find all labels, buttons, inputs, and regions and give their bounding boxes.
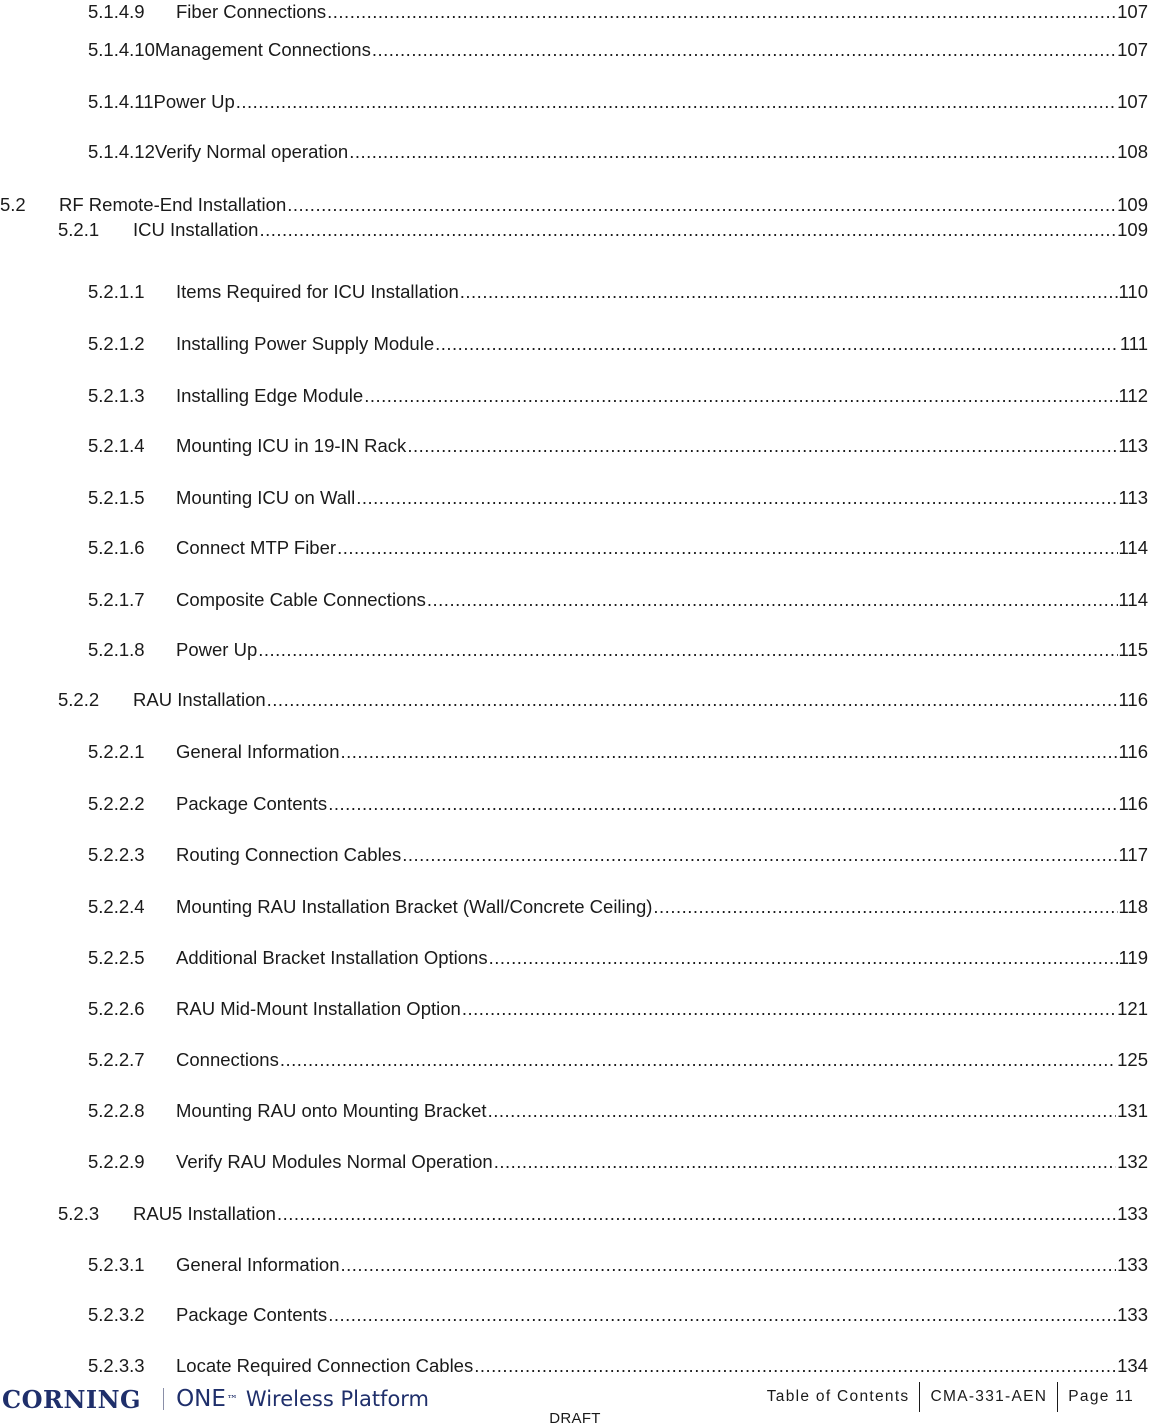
toc-entry-page: 132 <box>1117 1151 1148 1172</box>
toc-entry-number: 5.2.2 <box>58 689 100 710</box>
toc-entry-number: 5.2.3.1 <box>88 1254 145 1275</box>
toc-dot-leader <box>327 0 1116 24</box>
toc-dot-leader <box>328 792 1117 816</box>
toc-entry-number: 5.2.3.3 <box>88 1355 145 1376</box>
toc-entry-title: RAU5 Installation <box>133 1203 276 1224</box>
logo-tagline: Wireless Platform <box>245 1387 430 1411</box>
toc-entry-title: Routing Connection Cables <box>176 844 402 865</box>
toc-dot-leader <box>267 688 1118 712</box>
toc-entry[interactable] <box>88 1150 1148 1174</box>
toc-entry-number: 5.2.2.3 <box>88 844 145 865</box>
toc-entry-page: 131 <box>1117 1100 1148 1121</box>
toc-dot-leader <box>341 1253 1117 1277</box>
toc-entry[interactable] <box>88 486 1148 510</box>
toc-entry-title: Mounting RAU onto Mounting Bracket <box>176 1100 487 1121</box>
toc-entry[interactable] <box>88 384 1148 408</box>
toc-entry-number: 5.2.3 <box>58 1203 100 1224</box>
toc-entry-title: Package Contents <box>176 793 328 814</box>
toc-entry-title: Mounting ICU on Wall <box>176 487 356 508</box>
toc-entry-title: Fiber Connections <box>176 1 327 22</box>
toc-entry[interactable] <box>88 740 1148 764</box>
toc-entry-page: 112 <box>1118 385 1148 406</box>
toc-entry[interactable] <box>88 1303 1148 1327</box>
toc-dot-leader <box>280 1048 1116 1072</box>
toc-entry-page: 117 <box>1118 844 1148 865</box>
toc-entry-number: 5.1.4.9 <box>88 1 145 22</box>
toc-entry-page: 134 <box>1117 1355 1148 1376</box>
toc-entry-title: Items Required for ICU Installation <box>176 281 459 302</box>
toc-entry[interactable] <box>88 843 1148 867</box>
logo-product: ONE <box>176 1386 226 1412</box>
toc-entry-number: 5.2.1 <box>58 219 100 240</box>
toc-entry-title: Composite Cable Connections <box>176 589 426 610</box>
toc-entry-number: 5.1.4.12 <box>88 141 155 162</box>
toc-entry-page: 116 <box>1118 793 1148 814</box>
toc-entry-number: 5.1.4.10 <box>88 39 155 60</box>
toc-entry-title: RAU Mid-Mount Installation Option <box>176 998 461 1019</box>
toc-entry-title: Connect MTP Fiber <box>176 537 337 558</box>
toc-entry[interactable] <box>58 688 1148 712</box>
toc-entry-title: Power Up <box>153 91 235 112</box>
toc-entry-number: 5.2.1.7 <box>88 589 145 610</box>
toc-entry[interactable] <box>88 434 1148 458</box>
toc-dot-leader <box>402 843 1117 867</box>
toc-entry-title: Verify RAU Modules Normal Operation <box>176 1151 493 1172</box>
toc-dot-leader <box>258 638 1117 662</box>
toc-entry-page: 116 <box>1118 741 1148 762</box>
toc-entry-title: Management Connections <box>154 39 371 60</box>
toc-entry-number: 5.2.2.8 <box>88 1100 145 1121</box>
logo-trademark: ™ <box>226 1392 238 1406</box>
toc-dot-leader <box>407 434 1117 458</box>
toc-entry[interactable] <box>88 280 1148 304</box>
toc-dot-leader <box>460 280 1118 304</box>
toc-entry-number: 5.2.2.2 <box>88 793 145 814</box>
logo-divider <box>163 1388 164 1410</box>
toc-entry[interactable] <box>88 1253 1148 1277</box>
toc-entry[interactable] <box>88 38 1148 62</box>
toc-entry-number: 5.2.1.8 <box>88 639 145 660</box>
toc-dot-leader <box>356 486 1117 510</box>
toc-entry-page: 114 <box>1118 589 1148 610</box>
toc-entry[interactable] <box>88 140 1148 164</box>
toc-entry-title: ICU Installation <box>133 219 259 240</box>
toc-entry[interactable] <box>88 895 1148 919</box>
toc-dot-leader <box>349 140 1116 164</box>
toc-entry-page: 113 <box>1118 435 1148 456</box>
toc-dot-leader <box>435 332 1119 356</box>
toc-entry-title: General Information <box>176 741 340 762</box>
toc-entry-number: 5.2.2.5 <box>88 947 145 968</box>
toc-entry[interactable] <box>88 792 1148 816</box>
toc-entry-title: Installing Edge Module <box>176 385 364 406</box>
toc-entry-page: 107 <box>1117 91 1148 112</box>
toc-entry-title: Mounting RAU Installation Bracket (Wall/Concrete Ceiling) <box>176 896 653 917</box>
toc-dot-leader <box>488 1099 1117 1123</box>
toc-entry[interactable] <box>88 638 1148 662</box>
toc-dot-leader <box>337 536 1117 560</box>
toc-dot-leader <box>328 1303 1116 1327</box>
toc-entry-number: 5.2.2.7 <box>88 1049 145 1070</box>
toc-dot-leader <box>462 997 1116 1021</box>
toc-entry-page: 107 <box>1117 1 1148 22</box>
toc-entry-page: 118 <box>1118 896 1148 917</box>
toc-entry-title: Mounting ICU in 19-IN Rack <box>176 435 407 456</box>
toc-entry[interactable] <box>88 536 1148 560</box>
toc-entry-number: 5.2.1.1 <box>88 281 145 302</box>
footer-page-number: Page 11 <box>1068 1388 1134 1405</box>
toc-entry-number: 5.2.2.4 <box>88 896 145 917</box>
toc-entry-page: 115 <box>1118 639 1148 660</box>
toc-entry-number: 5.2.2.6 <box>88 998 145 1019</box>
toc-entry-number: 5.2.3.2 <box>88 1304 145 1325</box>
toc-entry[interactable] <box>88 946 1148 970</box>
footer-section: Table of Contents <box>766 1388 910 1405</box>
toc-dot-leader <box>372 38 1116 62</box>
corning-one-logo <box>2 1385 429 1413</box>
toc-entry-title: RAU Installation <box>133 689 266 710</box>
toc-dot-leader <box>341 740 1118 764</box>
toc-entry-title: RF Remote-End Installation <box>59 194 287 215</box>
toc-entry[interactable] <box>88 90 1148 114</box>
toc-entry-number: 5.2.1.2 <box>88 333 145 354</box>
footer-meta <box>757 1382 1144 1412</box>
toc-entry-title: Additional Bracket Installation Options <box>176 947 488 968</box>
toc-entry-page: 113 <box>1118 487 1148 508</box>
toc-entry[interactable] <box>88 1048 1148 1072</box>
toc-entry-title: Package Contents <box>176 1304 328 1325</box>
toc-entry-title: Locate Required Connection Cables <box>176 1355 474 1376</box>
toc-entry-page: 114 <box>1118 537 1148 558</box>
toc-entry[interactable] <box>88 997 1148 1021</box>
draft-watermark: DRAFT <box>549 1410 601 1427</box>
toc-entry-number: 5.2.1.3 <box>88 385 145 406</box>
toc-entry-page: 109 <box>1117 219 1148 240</box>
toc-entry[interactable] <box>58 218 1148 242</box>
toc-entry-page: 111 <box>1119 333 1148 354</box>
toc-entry-page: 108 <box>1117 141 1148 162</box>
logo-brand: CORNING <box>2 1384 142 1414</box>
toc-entry-title: Installing Power Supply Module <box>176 333 435 354</box>
toc-entry-page: 133 <box>1117 1203 1148 1224</box>
toc-entry-number: 5.2 <box>0 194 26 215</box>
toc-entry-title: General Information <box>176 1254 340 1275</box>
toc-entry-number: 5.2.1.4 <box>88 435 145 456</box>
toc-entry-page: 119 <box>1118 947 1148 968</box>
toc-entry-number: 5.1.4.11 <box>88 91 154 112</box>
toc-dot-leader <box>287 193 1116 217</box>
toc-entry-page: 110 <box>1118 281 1148 302</box>
toc-entry-number: 5.2.2.1 <box>88 741 145 762</box>
toc-entry[interactable] <box>88 1354 1148 1378</box>
page-footer <box>0 1382 1150 1427</box>
toc-entry-page: 133 <box>1117 1304 1148 1325</box>
toc-entry[interactable] <box>88 588 1148 612</box>
toc-dot-leader <box>474 1354 1116 1378</box>
toc-entry[interactable] <box>0 193 1148 217</box>
toc-dot-leader <box>489 946 1118 970</box>
toc-dot-leader <box>427 588 1118 612</box>
toc-dot-leader <box>494 1150 1116 1174</box>
toc-entry-page: 133 <box>1117 1254 1148 1275</box>
toc-dot-leader <box>236 90 1116 114</box>
toc-entry[interactable] <box>88 1099 1148 1123</box>
toc-entry[interactable] <box>58 1202 1148 1226</box>
toc-dot-leader <box>277 1202 1116 1226</box>
toc-entry-page: 125 <box>1117 1049 1148 1070</box>
toc-entry[interactable] <box>88 0 1148 24</box>
toc-entry-page: 116 <box>1118 689 1148 710</box>
toc-entry-title: Verify Normal operation <box>154 141 349 162</box>
toc-entry-title: Power Up <box>176 639 258 660</box>
toc-entry-number: 5.2.1.6 <box>88 537 145 558</box>
footer-doc-id: CMA-331-AEN <box>930 1388 1048 1405</box>
toc-entry-title: Connections <box>176 1049 279 1070</box>
toc-entry-page: 109 <box>1117 194 1148 215</box>
toc-dot-leader <box>259 218 1116 242</box>
toc-entry-page: 121 <box>1117 998 1148 1019</box>
toc-entry-page: 107 <box>1117 39 1148 60</box>
toc-dot-leader <box>653 895 1117 919</box>
toc-entry-number: 5.2.2.9 <box>88 1151 145 1172</box>
toc-dot-leader <box>364 384 1117 408</box>
toc-entry[interactable] <box>88 332 1148 356</box>
toc-entry-number: 5.2.1.5 <box>88 487 145 508</box>
